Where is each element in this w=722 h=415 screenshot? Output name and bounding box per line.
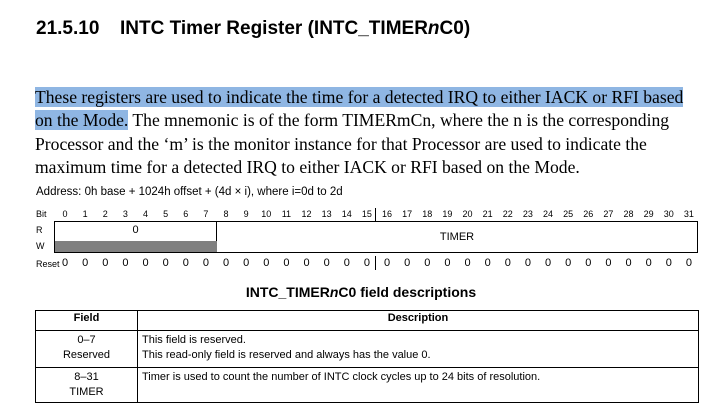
reset-value: 0 (565, 257, 572, 269)
bit-number: 18 (422, 209, 433, 219)
bit-number: 20 (462, 209, 473, 219)
bit-number: 26 (583, 209, 594, 219)
reset-value: 0 (303, 257, 310, 269)
field-name: TIMER (69, 386, 104, 398)
description-cell (138, 331, 699, 368)
reset-value: 0 (343, 257, 350, 269)
reset-value: 0 (162, 257, 169, 269)
reset-value: 0 (424, 257, 431, 269)
bit-number: 27 (603, 209, 614, 219)
bit-number: 6 (183, 209, 189, 219)
bit-number: 17 (402, 209, 413, 219)
reset-value: 0 (544, 257, 552, 269)
description-line: This field is reserved. (142, 334, 246, 346)
reset-value: 0 (263, 257, 270, 269)
register-diagram (54, 221, 698, 253)
bit-number: 12 (301, 209, 312, 219)
bit-number: 28 (623, 209, 634, 219)
bit-number: 29 (643, 209, 654, 219)
reset-value: 0 (122, 257, 129, 269)
reset-value: 0 (222, 257, 230, 269)
bit-number: 16 (381, 209, 392, 219)
field-bits: 0–7 (77, 334, 96, 346)
bit-number: 5 (163, 209, 169, 219)
reset-value: 0 (605, 257, 612, 269)
bit-number: 25 (563, 209, 574, 219)
reset-value: 0 (82, 257, 89, 269)
bit-number: 2 (102, 209, 108, 219)
caption-suffix: C0 field descriptions (338, 284, 477, 300)
bit-label: Bit (36, 209, 47, 219)
reset-value: 0 (61, 257, 69, 269)
reset-value: 0 (404, 257, 411, 269)
reset-value: 0 (243, 257, 250, 269)
reserved-value: 0 (132, 224, 139, 236)
section-title-prefix: INTC Timer Register (INTC_TIMER (120, 18, 428, 39)
reset-value: 0 (524, 257, 531, 269)
reset-value: 0 (585, 257, 592, 269)
table-row (36, 368, 699, 403)
bit-number: 24 (542, 209, 553, 219)
description-column-header: Description (138, 311, 699, 331)
paragraph-rest: The mnemonic is of the form TIMERmCn, where the n is the corresponding Processor and the ‘m’ is the monitor instance for that Processor are used to indicate the maximum time for a detected IRQ to either IACK or RFI based on the Mode. (35, 110, 670, 178)
address-line: Address: 0h base + 1024h offset + (4d × i), where i=0d to 2d (36, 186, 343, 198)
reset-value: 0 (182, 257, 189, 269)
reset-value: 0 (323, 257, 330, 269)
reset-value: 0 (484, 257, 491, 269)
caption-prefix: INTC_TIMER (245, 284, 330, 300)
description-line: Timer is used to count the number of INTC clock cycles up to 24 bits of resolution. (142, 371, 541, 383)
reset-value: 0 (665, 257, 672, 269)
bit-number: 0 (62, 209, 68, 219)
field-descriptions-table (35, 310, 699, 403)
field-column-header: Field (36, 311, 138, 331)
field-cell (36, 331, 138, 368)
bit-number: 13 (321, 209, 332, 219)
bit-number: 11 (281, 209, 292, 219)
reset-value: 0 (464, 257, 471, 269)
description-paragraph (35, 86, 705, 180)
section-heading (36, 18, 470, 40)
description-line: This read-only field is reserved and always has the value 0. (142, 349, 431, 361)
write-label: W (36, 241, 45, 251)
reset-value: 0 (363, 257, 370, 269)
reset-value: 0 (685, 257, 692, 269)
bit-number: 19 (442, 209, 453, 219)
bit-number-row (55, 209, 699, 221)
bit-number: 7 (203, 209, 209, 219)
reset-value: 0 (383, 257, 391, 269)
bit-number: 3 (122, 209, 128, 219)
reserved-read-cell (55, 222, 217, 241)
field-bits: 8–31 (74, 371, 99, 383)
field-table-caption (0, 284, 722, 300)
reset-value: 0 (645, 257, 652, 269)
section-number: 21.5.10 (36, 18, 100, 39)
bit-number: 23 (522, 209, 533, 219)
bit-number: 8 (223, 209, 229, 219)
read-label: R (36, 225, 43, 235)
reset-value: 0 (202, 257, 209, 269)
reset-value: 0 (444, 257, 451, 269)
reset-value-row (55, 257, 699, 271)
table-header-row (36, 311, 699, 331)
reserved-write-cell (55, 241, 217, 252)
bit-number: 10 (261, 209, 272, 219)
bit-number: 21 (482, 209, 493, 219)
bit-number: 30 (663, 209, 674, 219)
bit-number: 9 (243, 209, 249, 219)
section-title-suffix: C0) (439, 18, 471, 39)
highlighted-text-selection[interactable]: These registers are used to indicate the time for a detected IRQ to either IACK or RFI based on the Mode. (35, 87, 684, 131)
bit-number: 22 (502, 209, 513, 219)
reset-value: 0 (504, 257, 511, 269)
caption-italic: n (329, 284, 339, 300)
timer-field-label: TIMER (439, 231, 475, 243)
section-title-italic: n (427, 18, 440, 39)
reset-value: 0 (102, 257, 109, 269)
bit-number: 1 (82, 209, 88, 219)
bit-number: 14 (341, 209, 352, 219)
field-cell (36, 368, 138, 403)
bit-number: 15 (361, 209, 372, 219)
bit-number: 31 (683, 209, 694, 219)
reset-label: Reset (36, 259, 60, 269)
reset-value: 0 (142, 257, 149, 269)
table-row (36, 331, 699, 368)
description-cell (138, 368, 699, 403)
field-name: Reserved (62, 349, 111, 361)
reset-value: 0 (283, 257, 290, 269)
bit-number: 4 (142, 209, 148, 219)
reset-value: 0 (625, 257, 632, 269)
bit-half-separator-top (375, 208, 376, 222)
